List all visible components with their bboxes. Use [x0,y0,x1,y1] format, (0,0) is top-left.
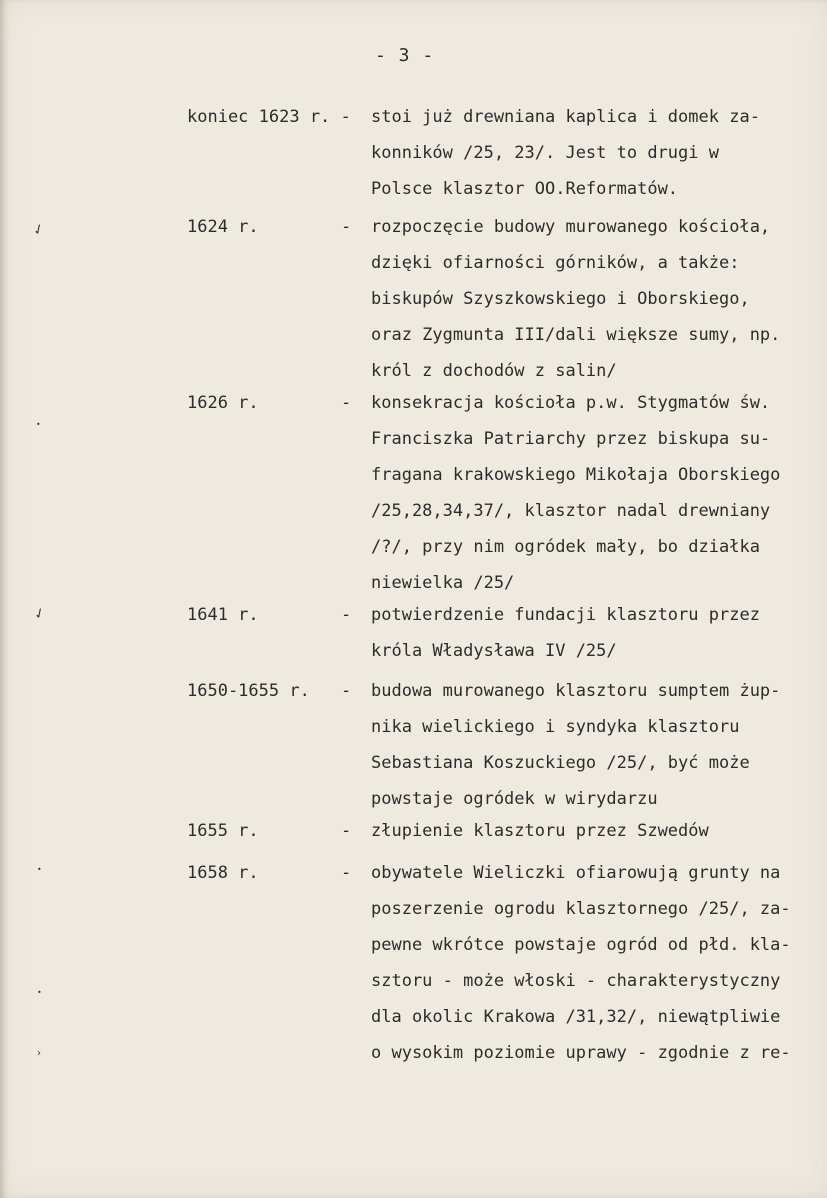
text-line: król z dochodów z salin/ [371,361,617,381]
text-line: o wysokim poziomie uprawy - zgodnie z re- [371,1043,791,1063]
margin-mark: • [37,865,42,874]
text-line: pewne wkrótce powstaje ogród od płd. kla- [371,935,791,955]
margin-mark: • [37,988,42,997]
text-line: nika wielickiego i syndyka klasztoru [371,717,740,737]
text-line: dla okolic Krakowa /31,32/, niewątpliwie [371,1007,781,1027]
text-line: /25,28,34,37/, klasztor nadal drewniany [371,501,771,521]
entry-text [371,681,811,825]
entry-dash: - [341,821,352,841]
text-line: obywatele Wieliczki ofiarowują grunty na [371,863,781,883]
entry-text [371,107,811,215]
entry-date: koniec 1623 r. - [187,107,351,127]
text-line: złupienie klasztoru przez Szwedów [371,821,709,841]
text-line: oraz Zygmunta III/dali większe sumy, np. [371,325,781,345]
text-line: konsekracja kościoła p.w. Stygmatów św. [371,393,771,413]
entry-text [371,863,811,1079]
entry-dash: - [341,681,352,701]
text-line: /?/, przy nim ogródek mały, bo działka [371,537,760,557]
entry-date: 1658 r. [187,863,259,883]
entry-date: 1655 r. [187,821,259,841]
text-line: poszerzenie ogrodu klasztornego /25/, za- [371,899,791,919]
text-line: potwierdzenie fundacji klasztoru przez [371,605,760,625]
text-line: biskupów Szyszkowskiego i Oborskiego, [371,289,750,309]
entry-dash: - [341,863,352,883]
text-line: fragana krakowskiego Mikołaja Oborskiego [371,465,781,485]
entry-text [371,821,811,857]
page-number: - 3 - [375,45,435,66]
entry-date: 1624 r. [187,217,259,237]
text-line: Franciszka Patriarchy przez biskupa su- [371,429,771,449]
margin-mark: ✓ [30,220,48,240]
entry-dash: - [341,393,352,413]
text-line: rozpoczęcie budowy murowanego kościoła, [371,217,771,237]
entry-dash: - [341,605,352,625]
entry-date: 1641 r. [187,605,259,625]
entry-date: 1626 r. [187,393,259,413]
text-line: króla Władysława IV /25/ [371,641,617,661]
entry-dash: - [341,217,352,237]
margin-mark: • [36,420,41,429]
text-line: dzięki ofiarności górników, a także: [371,253,740,273]
text-line: Sebastiana Koszuckiego /25/, być może [371,753,750,773]
text-line: sztoru - może włoski - charakterystyczny [371,971,781,991]
entry-text [371,605,811,677]
entry-text [371,393,811,609]
text-line: budowa murowanego klasztoru sumptem żup- [371,681,781,701]
margin-mark: › [37,1048,41,1059]
text-line: niewielka /25/ [371,573,515,593]
text-line: konników /25, 23/. Jest to drugi w [371,143,719,163]
entry-date: 1650-1655 r. [187,681,310,701]
text-line: stoi już drewniana kaplica i domek za- [371,107,760,127]
text-line: powstaje ogródek w wirydarzu [371,789,658,809]
margin-mark: ✓ [31,604,49,624]
text-line: Polsce klasztor OO.Reformatów. [371,179,679,199]
entry-text [371,217,811,397]
